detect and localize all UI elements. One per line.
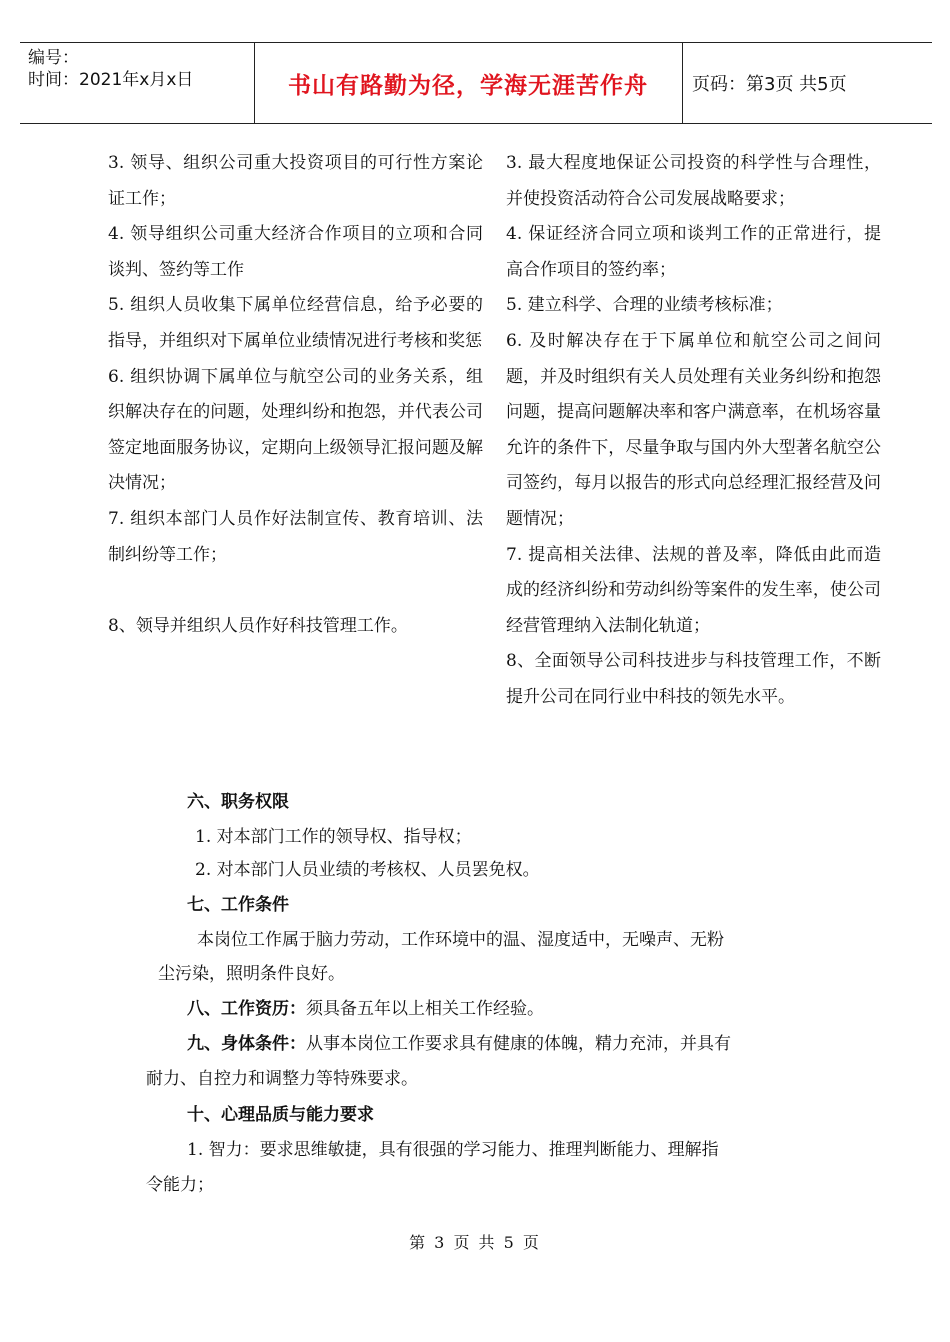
- section-experience: [187, 994, 544, 1019]
- duties-column: [108, 146, 483, 645]
- standard-item: 6. 及时解决存在于下属单位和航空公司之间问题，并及时组织有关人员处理有关业务纠纷和抱怨问题，提高问题解决率和客户满意率，在机场容量允许的条件下，尽量争取与国内外大型著名航空公司签约，每月以报告的形式向总经理汇报经营及问题情况；: [506, 330, 881, 529]
- standard-item: 4. 保证经济合同立项和谈判工作的正常进行，提高合作项目的签约率；: [506, 224, 881, 280]
- duty-item: 8、领导并组织人员作好科技管理工作。: [108, 616, 408, 637]
- page-footer: 第 3 页 共 5 页: [409, 1233, 541, 1252]
- duty-item: 3. 领导、组织公司重大投资项目的可行性方案论证工作；: [108, 153, 483, 209]
- header-page-info: 页码：第3页 共5页: [692, 74, 847, 95]
- standard-item: 7. 提高相关法律、法规的普及率，降低由此而造成的经济纠纷和劳动纠纷等案件的发生率，使公司经营管理纳入法制化轨道；: [506, 544, 881, 636]
- code-label: 编号：: [28, 48, 79, 68]
- psychology-item: 1. 智力：要求思维敏捷，具有很强的学习能力、推理判断能力、理解指: [187, 1140, 719, 1160]
- spacer: [108, 573, 483, 609]
- duty-item: 7. 组织本部门人员作好法制宣传、教育培训、法制纠纷等工作；: [108, 508, 483, 565]
- experience-text: 须具备五年以上相关工作经验。: [306, 999, 544, 1019]
- header-slogan: 书山有路勤为径，学海无涯苦作舟: [288, 72, 648, 99]
- header-meta: [28, 47, 193, 91]
- section-heading-physical: 九、身体条件：: [187, 1034, 306, 1054]
- standards-column: [506, 146, 881, 716]
- page-header: [20, 42, 932, 124]
- section-heading-experience: 八、工作资历：: [187, 999, 306, 1019]
- conditions-text: 尘污染，照明条件良好。: [158, 964, 345, 984]
- authority-item: 2. 对本部门人员业绩的考核权、人员罢免权。: [195, 860, 540, 880]
- psychology-item: 令能力；: [146, 1175, 214, 1195]
- conditions-text: 本岗位工作属于脑力劳动，工作环境中的温、湿度适中，无噪声、无粉: [197, 930, 724, 950]
- time-label: 时间：2021年x月x日: [28, 70, 194, 90]
- physical-text: 耐力、自控力和调整力等特殊要求。: [146, 1069, 418, 1089]
- section-heading-authority: 六、职务权限: [187, 792, 289, 812]
- section-heading-psychology: 十、心理品质与能力要求: [187, 1105, 374, 1125]
- standard-item: 8、全面领导公司科技进步与科技管理工作，不断提升公司在同行业中科技的领先水平。: [506, 651, 881, 707]
- duty-item: 6. 组织协调下属单位与航空公司的业务关系，组织解决存在的问题，处理纠纷和抱怨，并代表公司签定地面服务协议，定期向上级领导汇报问题及解决情况；: [108, 366, 483, 494]
- standard-item: 5. 建立科学、合理的业绩考核标准；: [506, 295, 783, 316]
- duty-item: 4. 领导组织公司重大经济合作项目的立项和合同谈判、签约等工作: [108, 224, 483, 280]
- standard-item: 3. 最大程度地保证公司投资的科学性与合理性，并使投资活动符合公司发展战略要求；: [506, 153, 881, 209]
- header-divider: [682, 43, 683, 123]
- physical-text: 从事本岗位工作要求具有健康的体魄，精力充沛，并具有: [306, 1034, 731, 1054]
- section-heading-conditions: 七、工作条件: [187, 895, 289, 915]
- section-physical: [187, 1029, 731, 1054]
- duty-item: 5. 组织人员收集下属单位经营信息，给予必要的指导，并组织对下属单位业绩情况进行考核和奖惩: [108, 295, 483, 351]
- authority-item: 1. 对本部门工作的领导权、指导权；: [195, 827, 472, 847]
